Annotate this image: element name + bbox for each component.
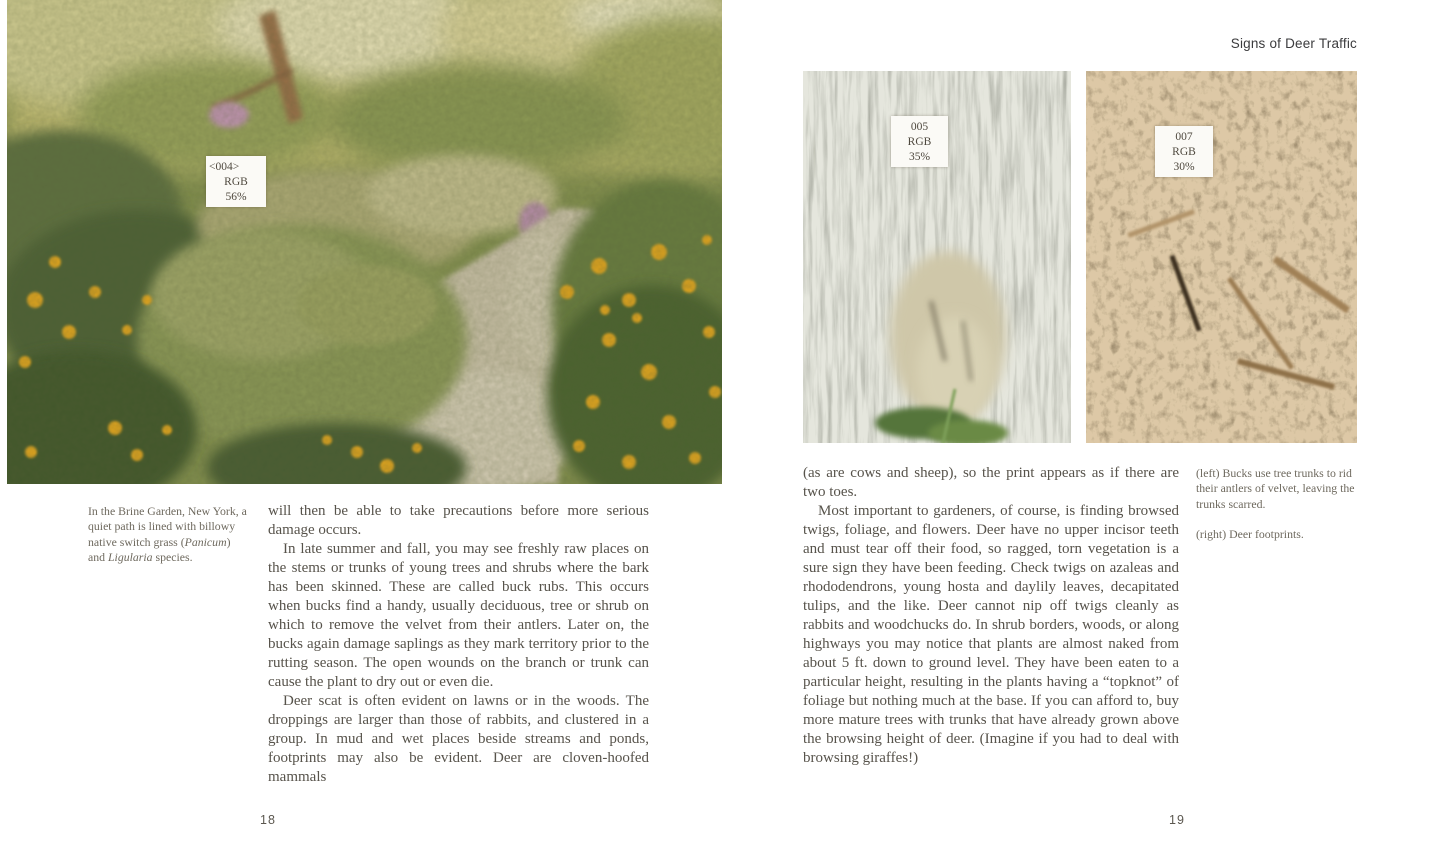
caption-text: In the Brine Garden, New York, a quiet path is lined with billowy native switch grass ( — [88, 504, 247, 549]
caption-text: ) and — [88, 534, 231, 564]
swatch-mode: RGB — [1172, 145, 1196, 158]
right-photo-captions — [1196, 466, 1362, 557]
swatch-mode: RGB — [907, 135, 932, 148]
caption-latin-name: Ligularia — [107, 549, 153, 564]
garden-photo-caption — [88, 504, 248, 565]
deer-footprints-photo — [1086, 71, 1357, 443]
garden-path-photo-art — [7, 0, 722, 484]
swatch-percent: 56% — [225, 190, 247, 203]
paragraph: Most important to gardeners, of course, is finding browsed twigs, foliage, and flowers. Deer have no upper incisor teeth and must tear off their food, so ragged, torn vegetation is a sure sign they have been feeding. Check twigs on azaleas and rhododendrons, young hosta and daylily leaves, decapitated tulips, and the like. Deer cannot nip off twigs cleanly as rabbits and woodchucks do. In shrub borders, woods, or along highways you may notice that plants are almost naked from about 5 ft. down to ground level. They have been eaten to a particular height, resulting in the plants having a “topknot” of foliage but nothing much at the base. If you can afford to, buy more mature trees with trunks that have already grown above the browsing height of deer. (Imagine if you had to deal with browsing giraffes!) — [803, 503, 1179, 766]
paragraph: (as are cows and sheep), so the print appears as if there are two toes. — [803, 465, 1179, 500]
color-swatch-007 — [1155, 126, 1213, 177]
swatch-id: 007 — [1175, 131, 1193, 143]
caption-right-photo: (right) Deer footprints. — [1196, 526, 1304, 541]
swatch-id: 005 — [910, 121, 929, 133]
paragraph: Deer scat is often evident on lawns or in the woods. The droppings are larger than those of rabbits, and clustered in a group. In mud and wet places beside streams and ponds, footprints may also be evident. Deer are cloven-hoofed mammals — [268, 693, 649, 785]
garden-path-photo — [7, 0, 722, 484]
caption-latin-name: Panicum — [184, 534, 227, 549]
swatch-id: <004> — [209, 161, 240, 173]
paragraph: In late summer and fall, you may see freshly raw places on the stems or trunks of young trees and shrubs where the bark has been skinned. These are called buck rubs. This occurs when bucks find a handy, usually deciduous, tree or shrub on which to remove the velvet from their antlers. Later on, the bucks again damage saplings as they mark territory prior to the rutting season. The open wounds on the branch or trunk can cause the plant to dry out or even die. — [268, 541, 649, 690]
swatch-percent: 30% — [1173, 160, 1195, 173]
paragraph: will then be able to take precautions before more serious damage occurs. — [268, 503, 649, 538]
caption-left-photo: (left) Bucks use tree trunks to rid their antlers of velvet, leaving the trunks scarred. — [1196, 466, 1355, 511]
page-number-left: 18 — [260, 813, 276, 827]
color-swatch-005 — [891, 116, 948, 167]
mulch-photo-art — [1086, 71, 1357, 443]
color-swatch-004 — [206, 156, 266, 207]
page-number-right: 19 — [1169, 813, 1185, 827]
caption-text: species. — [152, 549, 193, 564]
running-header: Signs of Deer Traffic — [1230, 36, 1357, 51]
swatch-mode: RGB — [224, 175, 248, 188]
left-page-text-column — [268, 502, 649, 787]
right-page-text-column — [803, 464, 1179, 768]
swatch-percent: 35% — [908, 150, 931, 163]
